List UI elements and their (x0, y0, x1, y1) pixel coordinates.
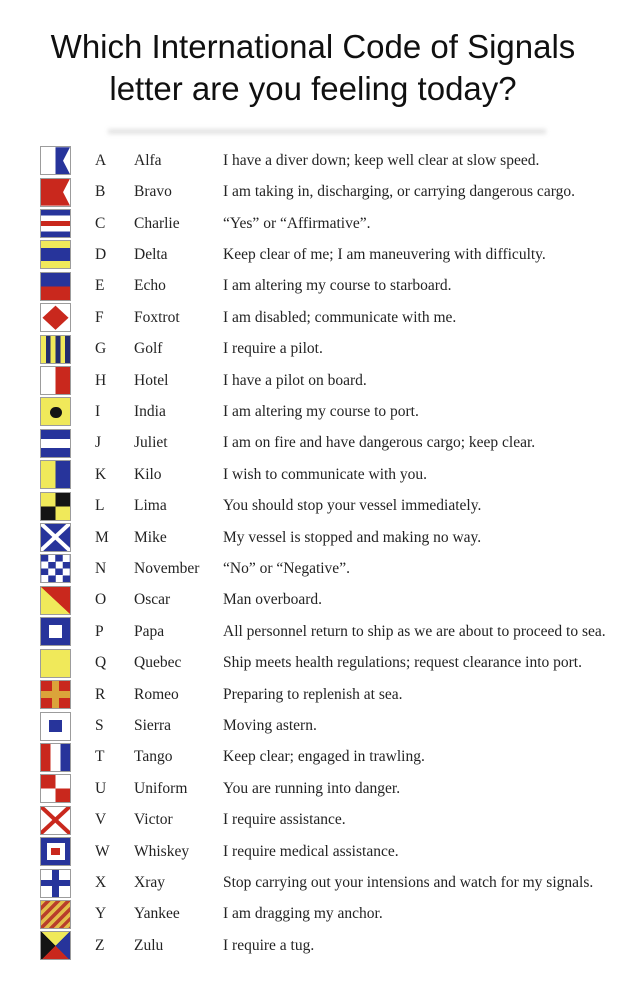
code-letter: X (95, 874, 107, 892)
phonetic-name: Papa (134, 622, 165, 640)
signal-row-e (0, 271, 626, 302)
flag-kilo-icon (40, 460, 71, 489)
signal-meaning: I require a tug. (223, 936, 315, 954)
phonetic-name: Yankee (134, 905, 180, 923)
flag-yankee-icon (40, 900, 71, 929)
code-letter: R (95, 685, 106, 703)
flag-zulu-icon (40, 931, 71, 960)
page-title (0, 0, 626, 110)
signal-meaning: Man overboard. (223, 591, 322, 609)
signal-meaning: I have a pilot on board. (223, 371, 367, 389)
flag-foxtrot-icon (40, 303, 71, 332)
page-title-line1: Which International Code of Signals (50, 28, 576, 65)
signal-meaning: I am disabled; communicate with me. (223, 308, 457, 326)
signal-row-n (0, 553, 626, 584)
signal-row-r (0, 679, 626, 710)
flag-tango-icon (40, 743, 71, 772)
signal-meaning: My vessel is stopped and making no way. (223, 528, 482, 546)
flag-uniform-icon (40, 774, 71, 803)
flag-november-icon (40, 554, 71, 583)
signal-row-i (0, 396, 626, 427)
signal-meaning: Stop carrying out your intensions and watch for my signals. (223, 874, 594, 892)
code-letter: E (95, 277, 105, 295)
signal-meaning: I am altering my course to starboard. (223, 277, 452, 295)
flag-bravo-icon (40, 178, 71, 207)
flag-delta-icon (40, 240, 71, 269)
code-letter: H (95, 371, 107, 389)
code-letter: W (95, 842, 110, 860)
flag-victor-icon (40, 806, 71, 835)
signal-row-c (0, 208, 626, 239)
phonetic-name: Echo (134, 277, 166, 295)
flag-hotel-icon (40, 366, 71, 395)
code-letter: N (95, 559, 107, 577)
phonetic-name: November (134, 559, 200, 577)
flag-echo-icon (40, 272, 71, 301)
phonetic-name: Foxtrot (134, 308, 180, 326)
code-letter: A (95, 151, 107, 169)
signal-meaning: You are running into danger. (223, 779, 401, 797)
code-letter: V (95, 811, 107, 829)
code-letter: O (95, 591, 107, 609)
code-letter: K (95, 465, 107, 483)
signal-meaning: Moving astern. (223, 717, 317, 735)
signal-meaning: I am on fire and have dangerous cargo; keep clear. (223, 434, 536, 452)
code-letter: S (95, 717, 104, 735)
signal-row-w (0, 836, 626, 867)
signal-row-u (0, 773, 626, 804)
signal-row-b (0, 176, 626, 207)
phonetic-name: Oscar (134, 591, 171, 609)
phonetic-name: Xray (134, 874, 165, 892)
signal-row-j (0, 428, 626, 459)
flag-oscar-icon (40, 586, 71, 615)
signal-row-g (0, 333, 626, 364)
phonetic-name: Victor (134, 811, 173, 829)
signal-meaning: Keep clear of me; I am maneuvering with difficulty. (223, 245, 546, 263)
phonetic-name: Bravo (134, 183, 172, 201)
signal-row-k (0, 459, 626, 490)
code-letter: G (95, 340, 107, 358)
page-title-line2: letter are you feeling today? (109, 70, 517, 107)
phonetic-name: Zulu (134, 936, 164, 954)
phonetic-name: Romeo (134, 685, 179, 703)
phonetic-name: Golf (134, 340, 163, 358)
flag-alfa-icon (40, 146, 71, 175)
flag-papa-icon (40, 617, 71, 646)
signal-meaning: I require medical assistance. (223, 842, 399, 860)
signal-row-f (0, 302, 626, 333)
cropped-text-artifact (108, 129, 546, 134)
signal-row-z (0, 930, 626, 961)
signal-row-v (0, 805, 626, 836)
signal-meaning: I require assistance. (223, 811, 346, 829)
code-letter: J (95, 434, 102, 452)
signal-row-a (0, 145, 626, 176)
code-letter: L (95, 497, 105, 515)
signal-meaning: Ship meets health regulations; request clearance into port. (223, 654, 582, 672)
phonetic-name: Alfa (134, 151, 162, 169)
signal-meaning: All personnel return to ship as we are about to proceed to sea. (223, 622, 606, 640)
signal-row-h (0, 365, 626, 396)
code-letter: Z (95, 936, 105, 954)
code-letter: T (95, 748, 105, 766)
signal-row-q (0, 648, 626, 679)
code-letter: M (95, 528, 109, 546)
phonetic-name: Delta (134, 245, 168, 263)
phonetic-name: Lima (134, 497, 167, 515)
flag-quebec-icon (40, 649, 71, 678)
flag-whiskey-icon (40, 837, 71, 866)
flag-mike-icon (40, 523, 71, 552)
signal-meaning: I have a diver down; keep well clear at slow speed. (223, 151, 540, 169)
signal-row-l (0, 490, 626, 521)
signal-meaning: Preparing to replenish at sea. (223, 685, 403, 703)
phonetic-name: Tango (134, 748, 173, 766)
signal-row-x (0, 867, 626, 898)
signal-meaning: I am altering my course to port. (223, 402, 419, 420)
signal-flag-table (0, 145, 626, 962)
signal-row-s (0, 710, 626, 741)
flag-india-icon (40, 397, 71, 426)
phonetic-name: Sierra (134, 717, 172, 735)
code-letter: C (95, 214, 106, 232)
phonetic-name: Uniform (134, 779, 188, 797)
phonetic-name: Whiskey (134, 842, 190, 860)
phonetic-name: Hotel (134, 371, 169, 389)
code-letter: Y (95, 905, 107, 923)
phonetic-name: Charlie (134, 214, 180, 232)
signal-row-o (0, 585, 626, 616)
phonetic-name: Kilo (134, 465, 162, 483)
code-letter: B (95, 183, 106, 201)
signal-meaning: I am dragging my anchor. (223, 905, 383, 923)
signal-meaning: I wish to communicate with you. (223, 465, 428, 483)
flag-romeo-icon (40, 680, 71, 709)
signal-meaning: I am taking in, discharging, or carrying dangerous cargo. (223, 183, 575, 201)
code-letter: I (95, 402, 101, 420)
signal-meaning: “Yes” or “Affirmative”. (223, 214, 371, 232)
flag-charlie-icon (40, 209, 71, 238)
signal-row-t (0, 742, 626, 773)
phonetic-name: Juliet (134, 434, 168, 452)
flag-xray-icon (40, 869, 71, 898)
signal-row-d (0, 239, 626, 270)
signal-row-m (0, 522, 626, 553)
code-letter: P (95, 622, 104, 640)
phonetic-name: Quebec (134, 654, 182, 672)
code-letter: F (95, 308, 104, 326)
signal-meaning: “No” or “Negative”. (223, 559, 350, 577)
signal-row-p (0, 616, 626, 647)
flag-sierra-icon (40, 712, 71, 741)
code-letter: U (95, 779, 107, 797)
flag-juliet-icon (40, 429, 71, 458)
flag-golf-icon (40, 335, 71, 364)
code-letter: Q (95, 654, 107, 672)
code-letter: D (95, 245, 107, 263)
signal-meaning: You should stop your vessel immediately. (223, 497, 482, 515)
signal-meaning: Keep clear; engaged in trawling. (223, 748, 425, 766)
signal-row-y (0, 899, 626, 930)
signal-meaning: I require a pilot. (223, 340, 323, 358)
phonetic-name: Mike (134, 528, 167, 546)
phonetic-name: India (134, 402, 166, 420)
flag-lima-icon (40, 492, 71, 521)
